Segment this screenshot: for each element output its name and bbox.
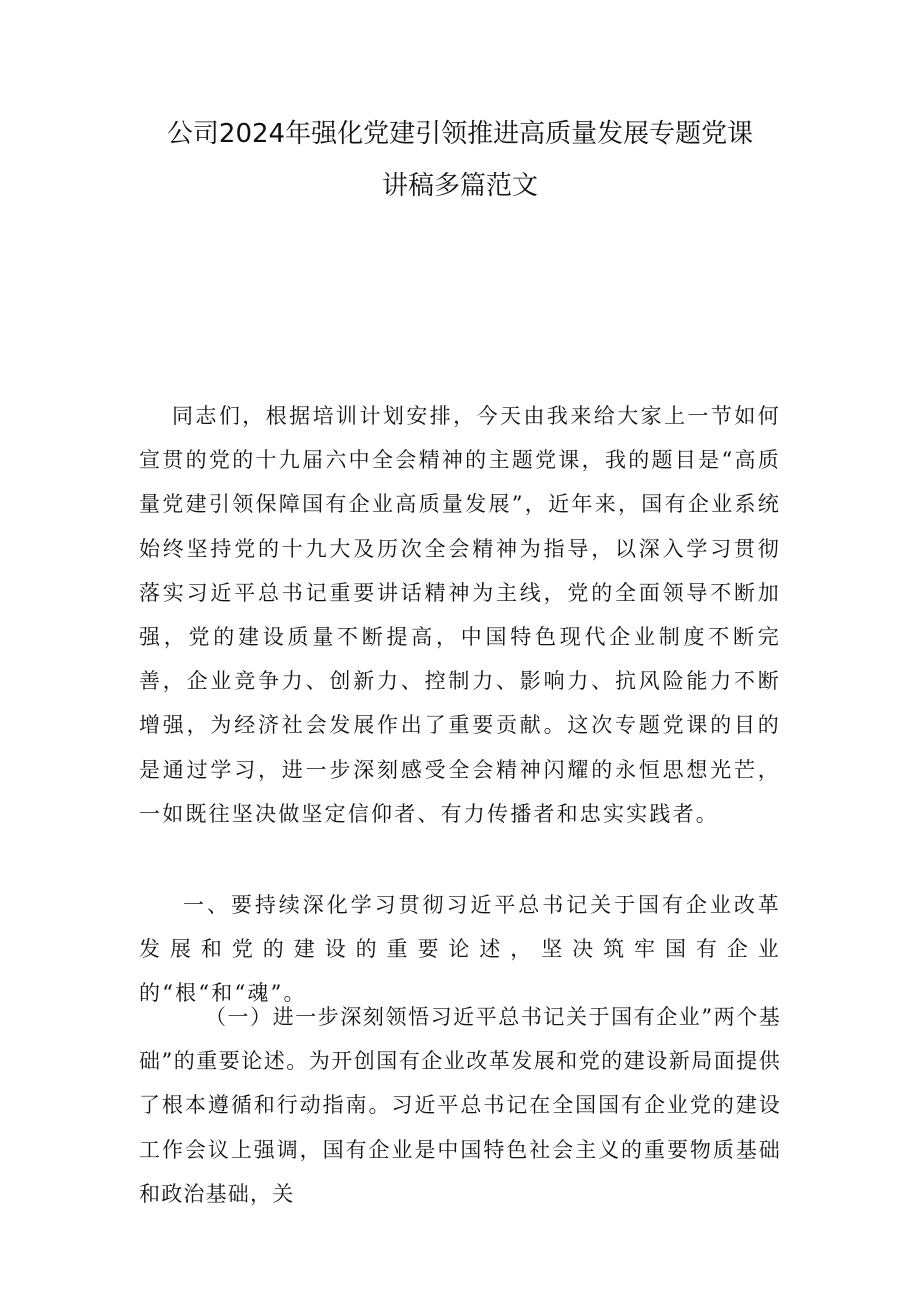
body-paragraph-opening: 同志们，根据培训计划安排，今天由我来给大家上一节如何宣贯的党的十九届六中全会精神的主题党课，我的题目是“高质量党建引领保障国有企业高质量发展”，近年来，国有企业系统始终坚持党的十九大及历次全会精神为指导，以深入学习贯彻落实习近平总书记重要讲话精神为主线，党的全面领导不断加强，党的建设质量不断提高，中国特色现代企业制度不断完善，企业竞争力、创新力、控制力、影响力、抗风险能力不断增强，为经济社会发展作出了重要贡献。这次专题党课的目的是通过学习，进一步深刻感受全会精神闪耀的永恒思想光芒，一如既往坚决做坚定信仰者、有力传播者和忠实实践者。 bbox=[139, 404, 781, 826]
document-title-line-2: 讲稿多篇范文 bbox=[381, 171, 538, 201]
section-heading-1: 一、要持续深化学习贯彻习近平总书记关于国有企业改革发展和党的建设的重要论述，坚决筑牢国有企业的“根“和“魂”。 bbox=[139, 893, 781, 1006]
document-title-line-1: 公司2024年强化党建引领推进高质量发展专题党课 bbox=[166, 119, 754, 149]
subsection-paragraph-1: （一）进一步深刻领悟习近平总书记关于国有企业”两个基础”的重要论述。为开创国有企业改革发展和党的建设新局面提供了根本遵循和行动指南。习近平总书记在全国国有企业党的建设工作会议上强调，国有企业是中国特色社会主义的重要物质基础和政治基础，关 bbox=[139, 1005, 781, 1206]
